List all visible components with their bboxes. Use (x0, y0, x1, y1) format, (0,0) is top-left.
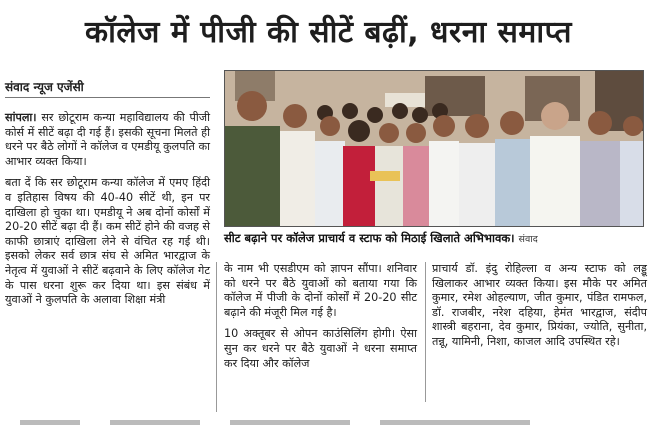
cutoff-text-shapes (0, 418, 657, 425)
paragraph-4: 10 अक्तूबर से ओपन काउंसिलिंग होगी। ऐसा सुन कर धरने पर बैठे युवाओं ने धरना समाप्त कर दिया और कॉलेज (224, 327, 417, 370)
paragraph-1 (5, 111, 210, 169)
paragraph-2: बता दें कि सर छोटूराम कन्या कॉलेज में एमए हिंदी व इतिहास विषय की 40-40 सीटें थी, इन पर दाखिला हो चुका था। एमडीयू ने अब दोनों कोर्सों में 20-20 सीटें बढ़ा दी हैं। कम सीटें होने की वजह से काफी छात्राएं दाखिला लेने से वंचित रह गई थी। इसको लेकर सर्व छात्र संघ से अमित भारद्वाज के नेतृत्व में युवाओं ने सीटें बढ़वाने के लिए कॉलेज गेट के पास धरना शुरू कर दिया था। इस संबंध में युवाओं ने कुलपति के अलावा शिक्षा मंत्री (5, 176, 210, 307)
column-divider (425, 262, 426, 402)
next-article-cutoff (0, 414, 657, 425)
news-photo (224, 70, 644, 227)
article-column-3 (432, 262, 647, 357)
agency-byline: संवाद न्यूज एजेंसी (5, 80, 84, 94)
byline-divider (5, 97, 210, 98)
column-divider (216, 262, 217, 412)
photo-caption-text: सीट बढ़ाने पर कॉलेज प्राचार्य व स्टाफ को मिठाई खिलाते अभिभावक। (224, 230, 515, 245)
article-column-2 (224, 262, 417, 378)
photo-caption (224, 228, 648, 248)
news-photo-illustration (225, 71, 643, 226)
paragraph-3: के नाम भी एसडीएम को ज्ञापन सौंपा। शनिवार को धरने पर बैठे युवाओं को बताया गया कि कॉलेज में पीजी के दोनों कोर्सों में 20-20 सीट बढ़ाने की मंजूरी मिल गई है। (224, 262, 417, 319)
dateline: सांपला। (5, 111, 37, 124)
headline: कॉलेज में पीजी की सीटें बढ़ीं, धरना समाप्त (85, 14, 572, 50)
paragraph-1-text: सर छोटूराम कन्या महाविद्यालय की पीजी कोर्स में सीटें बढ़ा दी गई हैं। इसकी सूचना मिलते ही धरने पर बैठे लोगों ने कॉलेज व एमडीयू कुलपति का आभार व्यक्त किया। (5, 111, 210, 168)
paragraph-5: प्राचार्य डॉ. इंदु रोहिल्ला व अन्य स्टाफ को लड्डू खिलाकर आभार व्यक्त किया। इस मौके पर अमित कुमार, रमेश ओहल्याण, जीत कुमार, पंडित रामफल, डॉ. राजबीर, नरेश दहिया, हेमंत भारद्वाज, संदीप शास्त्री बहराना, देव कुमार, प्रियंका, ज्योति, सुनीता, तन्नू, यामिनी, निशा, काजल आदि उपस्थित रहे। (432, 262, 647, 348)
photo-credit: संवाद (518, 233, 538, 245)
article-column-1 (5, 111, 210, 315)
